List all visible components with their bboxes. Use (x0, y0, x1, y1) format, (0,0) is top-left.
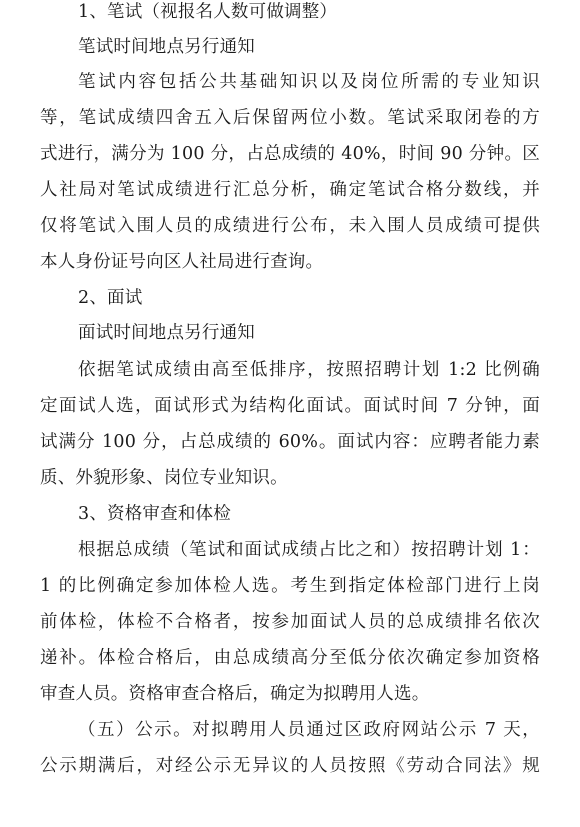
paragraph-line: 质、外貌形象、岗位专业知识。 (40, 468, 288, 488)
paragraph-line: 审查人员。资格审查合格后，确定为拟聘用人选。 (40, 684, 430, 704)
paragraph-line: 人社局对笔试成绩进行汇总分析，确定笔试合格分数线，并 (40, 180, 540, 200)
paragraph-line: 根据总成绩（笔试和面试成绩占比之和）按招聘计划 1： (78, 540, 540, 560)
paragraph-line: 本人身份证号向区人社局进行查询。 (40, 252, 324, 272)
paragraph-line: 定面试人选，面试形式为结构化面试。面试时间 7 分钟，面 (40, 396, 540, 416)
paragraph-line: 试满分 100 分，占总成绩的 60%。面试内容：应聘者能力素 (40, 432, 540, 452)
paragraph-line: 式进行，满分为 100 分，占总成绩的 40%，时间 90 分钟。区 (40, 144, 540, 164)
section-heading-publicity: （五）公示。对拟聘用人员通过区政府网站公示 7 天， (78, 720, 540, 740)
paragraph-line: 公示期满后，对经公示无异议的人员按照《劳动合同法》规 (40, 756, 540, 776)
paragraph-line: 依据笔试成绩由高至低排序，按照招聘计划 1:2 比例确 (78, 360, 540, 380)
section-heading-qualification-check: 3、资格审查和体检 (78, 504, 231, 524)
paragraph-line: 1 的比例确定参加体检人选。考生到指定体检部门进行上岗 (40, 576, 540, 596)
section-heading-written-exam: 1、笔试（视报名人数可做调整） (78, 2, 338, 22)
paragraph-line: 递补。体检合格后，由总成绩高分至低分依次确定参加资格 (40, 648, 540, 668)
paragraph-line: 仅将笔试入围人员的成绩进行公布，未入围人员成绩可提供 (40, 216, 540, 236)
paragraph-line: 笔试内容包括公共基础知识以及岗位所需的专业知识 (78, 72, 540, 92)
paragraph-line: 等，笔试成绩四舍五入后保留两位小数。笔试采取闭卷的方 (40, 108, 540, 128)
paragraph-line: 前体检，体检不合格者，按参加面试人员的总成绩排名依次 (40, 612, 540, 632)
paragraph-line: 笔试时间地点另行通知 (78, 37, 255, 57)
section-heading-interview: 2、面试 (78, 288, 143, 308)
paragraph-line: 面试时间地点另行通知 (78, 323, 255, 343)
